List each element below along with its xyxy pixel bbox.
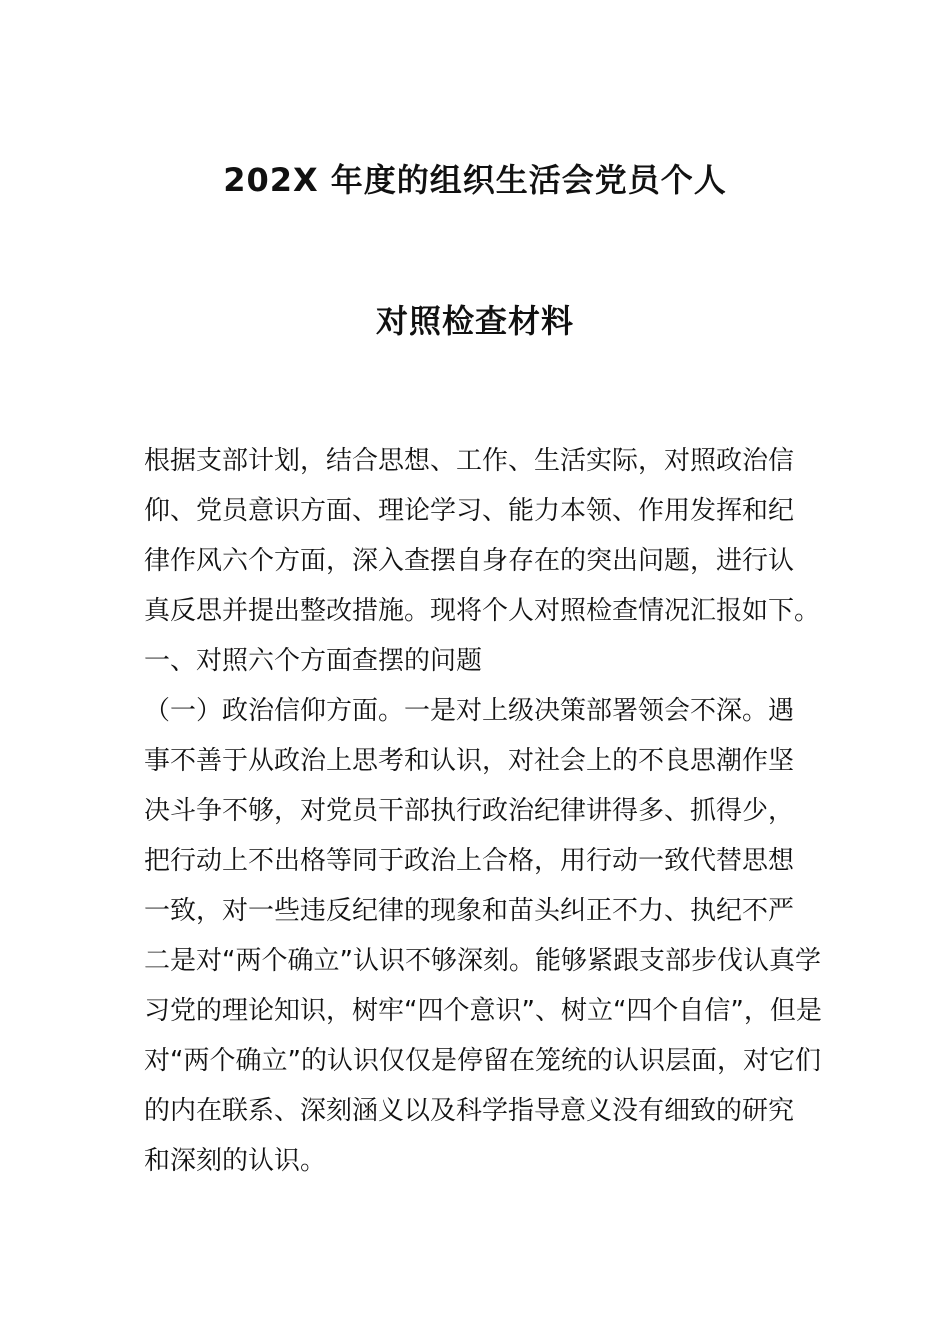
body-line: 的内在联系、深刻涵义以及科学指导意义没有细致的研究 <box>144 1096 795 1126</box>
body-line: 事不善于从政治上思考和认识，对社会上的不良思潮作坚 <box>144 746 795 776</box>
body-line: 把行动上不出格等同于政治上合格，用行动一致代替思想 <box>144 846 795 876</box>
body-line: 决斗争不够，对党员干部执行政治纪律讲得多、抓得少， <box>144 796 795 826</box>
body-line: 仰、党员意识方面、理论学习、能力本领、作用发挥和纪 <box>144 496 795 526</box>
document-title-line-2: 对照检查材料 <box>375 302 574 340</box>
body-line: 二是对“两个确立”认识不够深刻。能够紧跟支部步伐认真学 <box>144 946 821 976</box>
body-line: 和深刻的认识。 <box>144 1146 327 1176</box>
body-line: 律作风六个方面，深入查摆自身存在的突出问题，进行认 <box>144 546 795 576</box>
body-line: 真反思并提出整改措施。现将个人对照检查情况汇报如下。 <box>144 596 821 626</box>
body-line: 对“两个确立”的认识仅仅是停留在笼统的认识层面，对它们 <box>144 1046 821 1076</box>
body-line: 根据支部计划，结合思想、工作、生活实际，对照政治信 <box>144 446 795 476</box>
body-line: 习党的理论知识，树牢“四个意识”、树立“四个自信”，但是 <box>144 996 822 1026</box>
section-heading: 一、对照六个方面查摆的问题 <box>144 646 483 676</box>
document-body <box>144 436 822 1186</box>
document-title-line-1: 202X 年度的组织生活会党员个人 <box>223 161 727 199</box>
body-line: 一致，对一些违反纪律的现象和苗头纠正不力、执纪不严 <box>144 896 795 926</box>
body-line: （一）政治信仰方面。一是对上级决策部署领会不深。遇 <box>144 696 795 726</box>
